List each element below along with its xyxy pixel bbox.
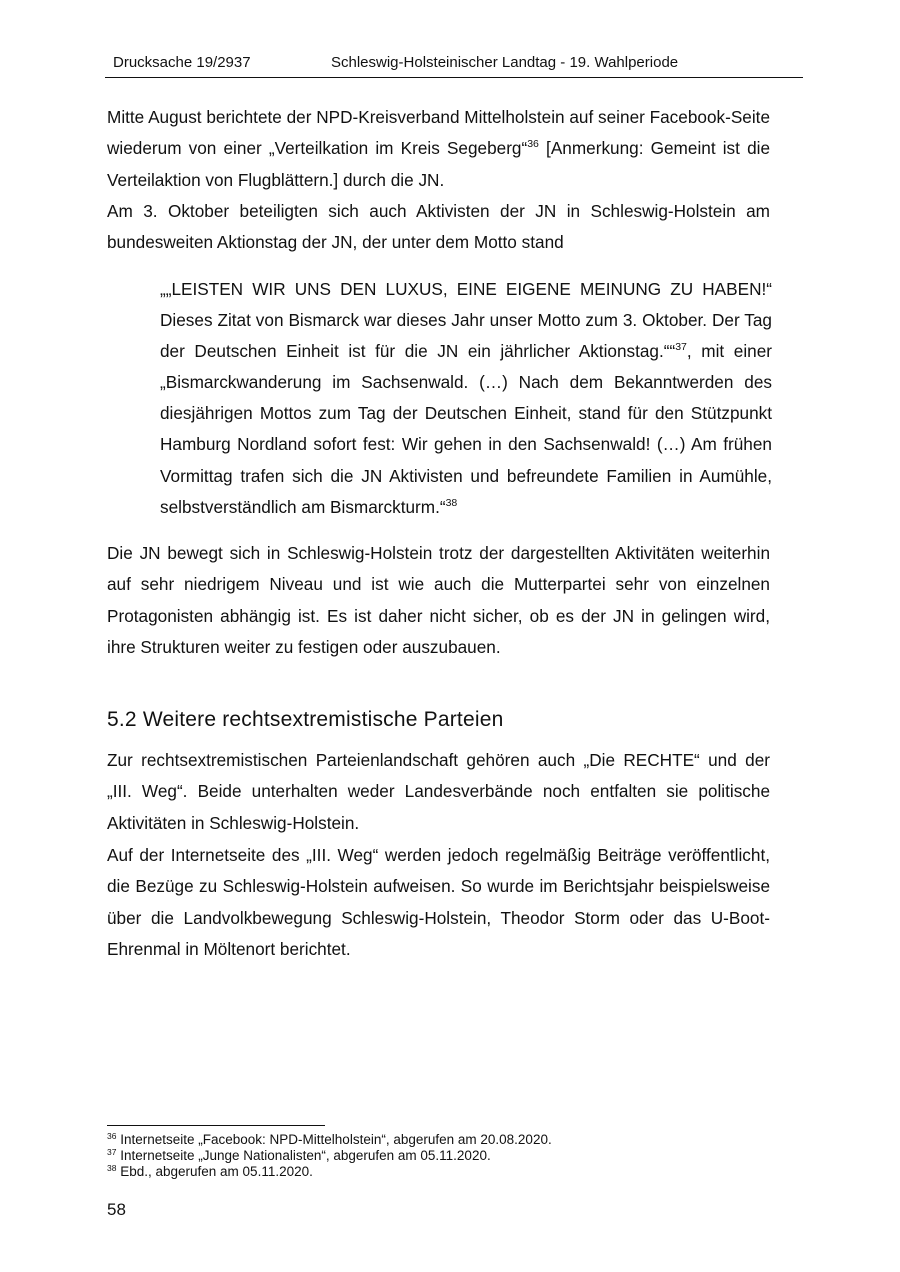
footnote-ref-37[interactable]: 37 [675, 341, 687, 354]
footnote-number: 37 [107, 1147, 117, 1157]
paragraph-party-landscape: Zur rechtsextremistischen Parteienlandschaft gehören auch „Die RECHTE“ und der „III. Weg“. Beide unterhalten weder Landesverbände noch entfalten sie politische Aktivitäten in Schleswig-Holstein. [107, 750, 770, 833]
paragraph-text: Mitte August berichtete der NPD-Kreisverband Mittelholstein auf seiner Facebook-Seite wiederum von einer „Verteilkation im Kreis Segeberg“ [107, 107, 771, 159]
footnote-text: Ebd., abgerufen am 05.11.2020. [116, 1164, 313, 1179]
footnotes [107, 1132, 767, 1180]
parliament-title: Schleswig-Holsteinischer Landtag - 19. Wahlperiode [331, 54, 679, 71]
block-quote [160, 274, 772, 523]
footnote-divider [107, 1125, 325, 1126]
quote-text: „„LEISTEN WIR UNS DEN LUXUS, EINE EIGENE MEINUNG ZU HABEN!“ Dieses Zitat von Bismarck war dieses Jahr unser Motto zum 3. Oktober. Der Tag der Deutschen Einheit ist für die JN ein jährlicher Aktionstag.““ [160, 279, 772, 362]
footnote-ref-36[interactable]: 36 [527, 138, 539, 151]
footnote-number: 36 [107, 1131, 117, 1141]
footnote-text: Internetseite „Facebook: NPD-Mittelholstein“, abgerufen am 20.08.2020. [116, 1132, 552, 1147]
footnote-ref-38[interactable]: 38 [445, 496, 458, 509]
footnote-38 [107, 1164, 767, 1180]
paragraph-facebook-report [107, 102, 770, 196]
page-header [105, 52, 803, 78]
paragraph-iii-weg-website: Auf der Internetseite des „III. Weg“ werden jedoch regelmäßig Beiträge veröffentlicht, die Bezüge zu Schleswig-Holstein aufweisen. So wurde im Berichtsjahr beispielsweise über die Landvolkbewegung Schleswig-Holstein, Theodor Storm oder das U-Boot-Ehrenmal in Möltenort berichtet. [107, 845, 770, 960]
footnote-text: Internetseite „Junge Nationalisten“, abgerufen am 05.11.2020. [116, 1148, 491, 1163]
paragraph-jn-assessment: Die JN bewegt sich in Schleswig-Holstein trotz der dargestellten Aktivitäten weiterhin auf sehr niedrigem Niveau und ist wie auch die Mutterpartei sehr von einzelnen Protagonisten abhängig ist. Es ist daher nicht sicher, ob es der JN in gelingen wird, ihre Strukturen weiter zu festigen oder auszubauen. [107, 543, 770, 658]
paragraph-action-day: Am 3. Oktober beteiligten sich auch Aktivisten der JN in Schleswig-Holstein am bundesweiten Aktionstag der JN, der unter dem Motto stand [107, 201, 770, 253]
page-number: 58 [107, 1200, 126, 1219]
footnote-37 [107, 1148, 767, 1164]
paragraph-text: [Anmerkung: Gemeint ist die Verteilaktion von Flugblättern.] durch die JN. [107, 138, 770, 190]
footnote-number: 38 [107, 1163, 117, 1173]
footnote-36 [107, 1132, 767, 1148]
section-heading: 5.2 Weitere rechtsextremistische Parteien [107, 708, 504, 731]
document-number: Drucksache 19/2937 [113, 54, 251, 71]
quote-text: , mit einer „Bismarckwanderung im Sachsenwald. (…) Nach dem Bekanntwerden des diesjährigen Mottos zum Tag der Deutschen Einheit, stand für den Stützpunkt Hamburg Nordland sofort fest: Wir gehen in den Sachsenwald! (…) Am frühen Vormittag trafen sich die JN Aktivisten und befreundete Familien in Aumühle, selbstverständlich am Bismarckturm.“ [160, 341, 772, 517]
